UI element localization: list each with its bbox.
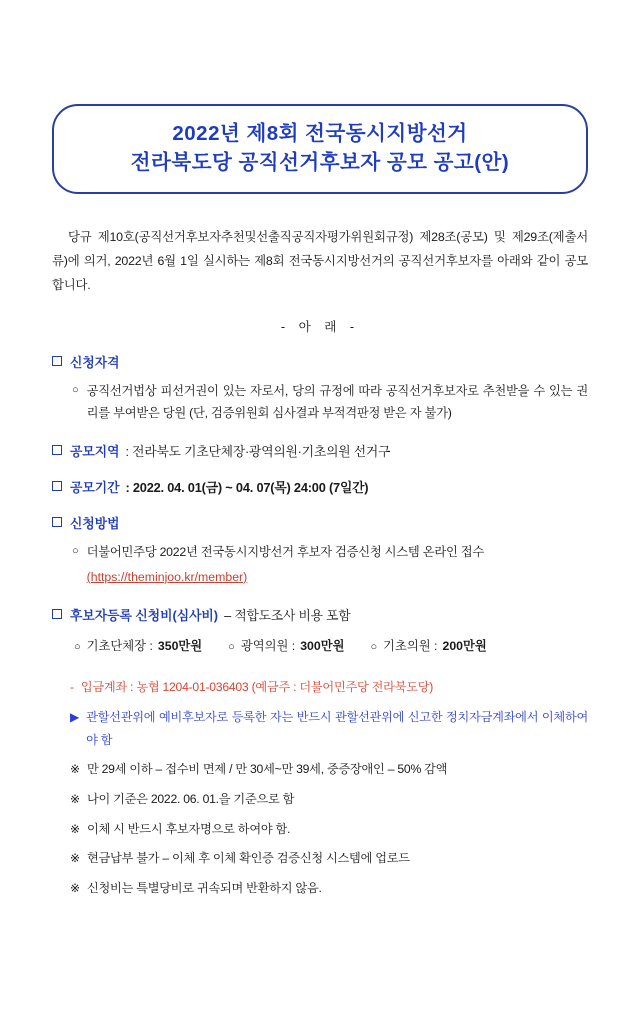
section-value: : 전라북도 기초단체장·광역의원·기초의원 선거구	[125, 444, 391, 460]
section-title: 후보자등록 신청비(심사비)	[70, 608, 219, 624]
fee-row	[74, 636, 588, 654]
section-title: 신청방법	[70, 516, 120, 532]
list-item-text: 더불어민주당 2022년 전국동시지방선거 후보자 검증신청 시스템 온라인 접수	[86, 545, 485, 560]
note-text: 현금납부 불가 – 이체 후 이체 확인증 검증신청 시스템에 업로드	[86, 851, 410, 866]
section-value: : 2022. 04. 01(금) ~ 04. 07(목) 24:00 (7일간)	[125, 480, 369, 496]
square-bullet-icon	[52, 481, 62, 491]
section-registration-fee	[52, 605, 588, 654]
section-qualification	[52, 352, 588, 425]
note-transfer-name	[70, 818, 588, 841]
note-text: 관할선관위에 예비후보자로 등록한 자는 반드시 관할선관위에 신고한 정치자금계좌에서 이체하여야 함	[86, 709, 588, 747]
note-text: 나이 기준은 2022. 06. 01.을 기준으로 함	[86, 791, 295, 806]
note-marker: ▶	[70, 709, 80, 724]
note-marker: -	[70, 680, 74, 695]
section-title: 신청자격	[70, 354, 120, 370]
fee-amount: 350만원	[157, 639, 203, 654]
note-text: 신청비는 특별당비로 귀속되며 반환하지 않음.	[86, 880, 322, 895]
note-marker: ※	[70, 791, 80, 806]
title-line-1: 2022년 제8회 전국동시지방선거	[172, 122, 468, 145]
application-link-row[interactable]	[72, 566, 588, 588]
square-bullet-icon	[52, 517, 62, 527]
intro-paragraph: 당규 제10호(공직선거후보자추천및선출직공직자평가위원회규정) 제28조(공모) 및 제29조(제출서류)에 의거, 2022년 6월 1일 실시하는 제8회 전국동시지방선거의 공직선거후보자를 아래와 같이 공모합니다.	[52, 230, 588, 292]
document-page	[0, 104, 640, 1009]
circle-bullet-icon: ○	[72, 383, 79, 396]
square-bullet-icon	[52, 609, 62, 619]
note-age-discount	[70, 758, 588, 781]
note-account	[70, 676, 588, 699]
fee-label: 기초의원 :	[383, 639, 438, 654]
fee-amount: 200만원	[442, 639, 487, 654]
notes-block	[70, 676, 588, 900]
title-line-2: 전라북도당 공직선거후보자 공모 공고(안)	[130, 151, 510, 175]
fee-item-local-council	[370, 636, 486, 654]
section-application-method	[52, 513, 588, 588]
list-item-text: 공직선거법상 피선거권이 있는 자로서, 당의 규정에 따라 공직선거후보자로 추천받을 수 있는 권리를 부여받은 당원 (단, 검증위원회 심사결과 부적격판정 받은 자 불가)	[86, 383, 588, 421]
list-item	[72, 541, 588, 563]
note-text: 만 29세 이하 – 접수비 면제 / 만 30세~만 39세, 중증장애인 – 50% 감액	[86, 762, 448, 777]
note-text: 입금계좌 : 농협 1204-01-036403 (예금주 : 더불어민주당 전라북도당)	[80, 680, 434, 695]
section-heading	[52, 352, 588, 371]
note-marker: ※	[70, 762, 80, 777]
application-system-link[interactable]: (https://theminjoo.kr/member)	[86, 569, 248, 584]
section-region	[52, 441, 588, 460]
section-title: 공모지역	[70, 444, 120, 460]
below-marker: - 아 래 -	[280, 319, 360, 334]
fee-item-metro-council	[228, 636, 344, 654]
fee-label: 기초단체장 :	[86, 639, 153, 654]
square-bullet-icon	[52, 356, 62, 366]
section-heading	[52, 605, 588, 624]
note-marker: ※	[70, 851, 80, 866]
note-marker: ※	[70, 880, 80, 895]
circle-bullet-icon: ○	[72, 545, 79, 558]
section-heading	[52, 441, 588, 460]
fee-item-local-head	[74, 636, 202, 654]
note-age-basis	[70, 788, 588, 811]
section-heading	[52, 477, 588, 496]
list-item	[72, 380, 588, 425]
note-text: 이체 시 반드시 후보자명으로 하여야 함.	[86, 821, 291, 836]
square-bullet-icon	[52, 445, 62, 455]
section-value: – 적합도조사 비용 포함	[224, 608, 351, 624]
section-period	[52, 477, 588, 496]
section-title: 공모기간	[70, 480, 120, 496]
fee-amount: 300만원	[300, 639, 345, 654]
circle-bullet-icon: ○	[228, 641, 235, 654]
title-box	[52, 104, 588, 194]
circle-bullet-icon: ○	[370, 641, 378, 654]
note-preliminary-candidate	[70, 706, 588, 751]
circle-bullet-icon: ○	[74, 641, 81, 654]
fee-label: 광역의원 :	[240, 639, 296, 654]
note-no-cash	[70, 847, 588, 870]
note-marker: ※	[70, 821, 80, 836]
note-non-refundable	[70, 877, 588, 900]
section-heading	[52, 513, 588, 532]
